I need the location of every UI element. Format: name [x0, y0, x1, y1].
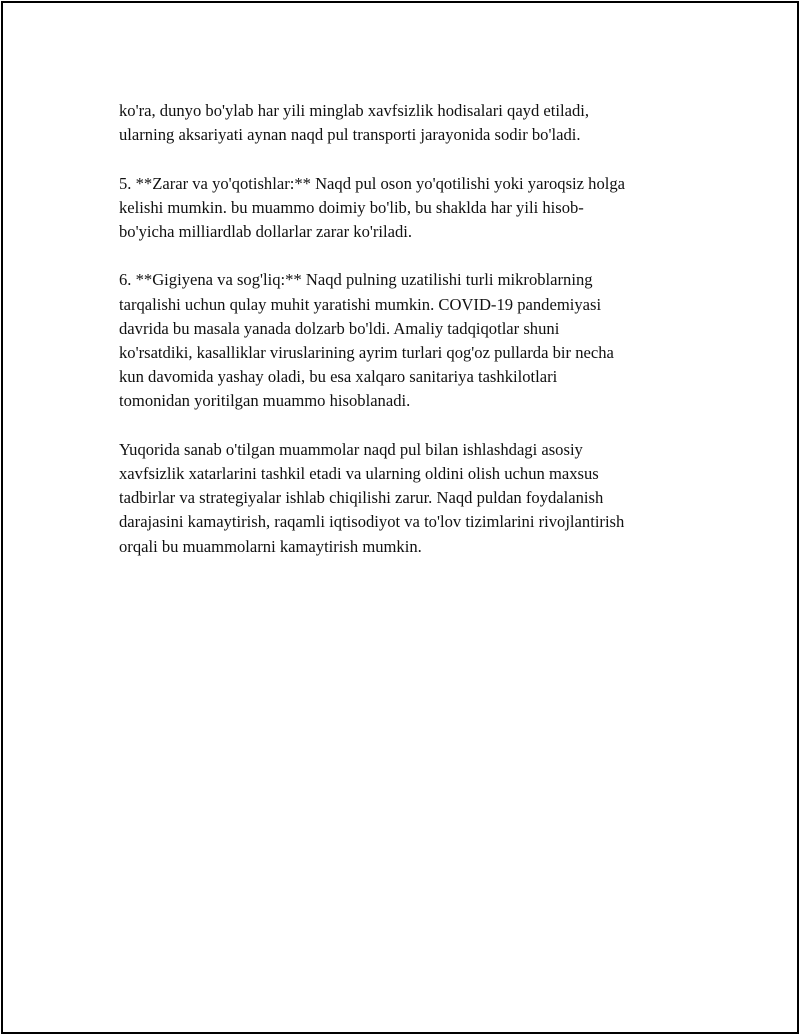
paragraph-item-5: 5. **Zarar va yo'qotishlar:** Naqd pul oson yo'qotilishi yoki yaroqsiz holga kelishi mumkin. bu muammo doimiy bo'lib, bu shaklda har yili hisob- bo'yicha milliardlab dollarlar zarar ko'riladi. [119, 173, 626, 241]
paragraph-continuation: ko'ra, dunyo bo'ylab har yili minglab xavfsizlik hodisalari qayd etiladi, ularning aksariyati aynan naqd pul transporti jarayonida sodir bo'ladi. [119, 101, 590, 145]
document-body [119, 99, 699, 583]
paragraph-item-6: 6. **Gigiyena va sog'liq:** Naqd pulning uzatilishi turli mikroblarning tarqalishi uchun qulay muhit yaratishi mumkin. COVID-19 pandemiyasi davrida bu masala yanada dolzarb bo'ldi. Amaliy tadqiqotlar shuni ko'rsatdiki, kasalliklar viruslarining ayrim turlari qog'oz pullarda bir necha kun davomida yashay oladi, bu esa xalqaro sanitariya tashkilotlari tomonidan yoritilgan muammo hisoblanadi. [119, 270, 614, 411]
page-frame [1, 1, 799, 1034]
paragraph-conclusion: Yuqorida sanab o'tilgan muammolar naqd pul bilan ishlashdagi asosiy xavfsizlik xatarlarini tashkil etadi va ularning oldini olish uchun maxsus tadbirlar va strategiyalar ishlab chiqilishi zarur. Naqd puldan foydalanish darajasini kamaytirish, raqamli iqtisodiyot va to'lov tizimlarini rivojlantirish orqali bu muammolarni kamaytirish mumkin. [119, 439, 625, 556]
